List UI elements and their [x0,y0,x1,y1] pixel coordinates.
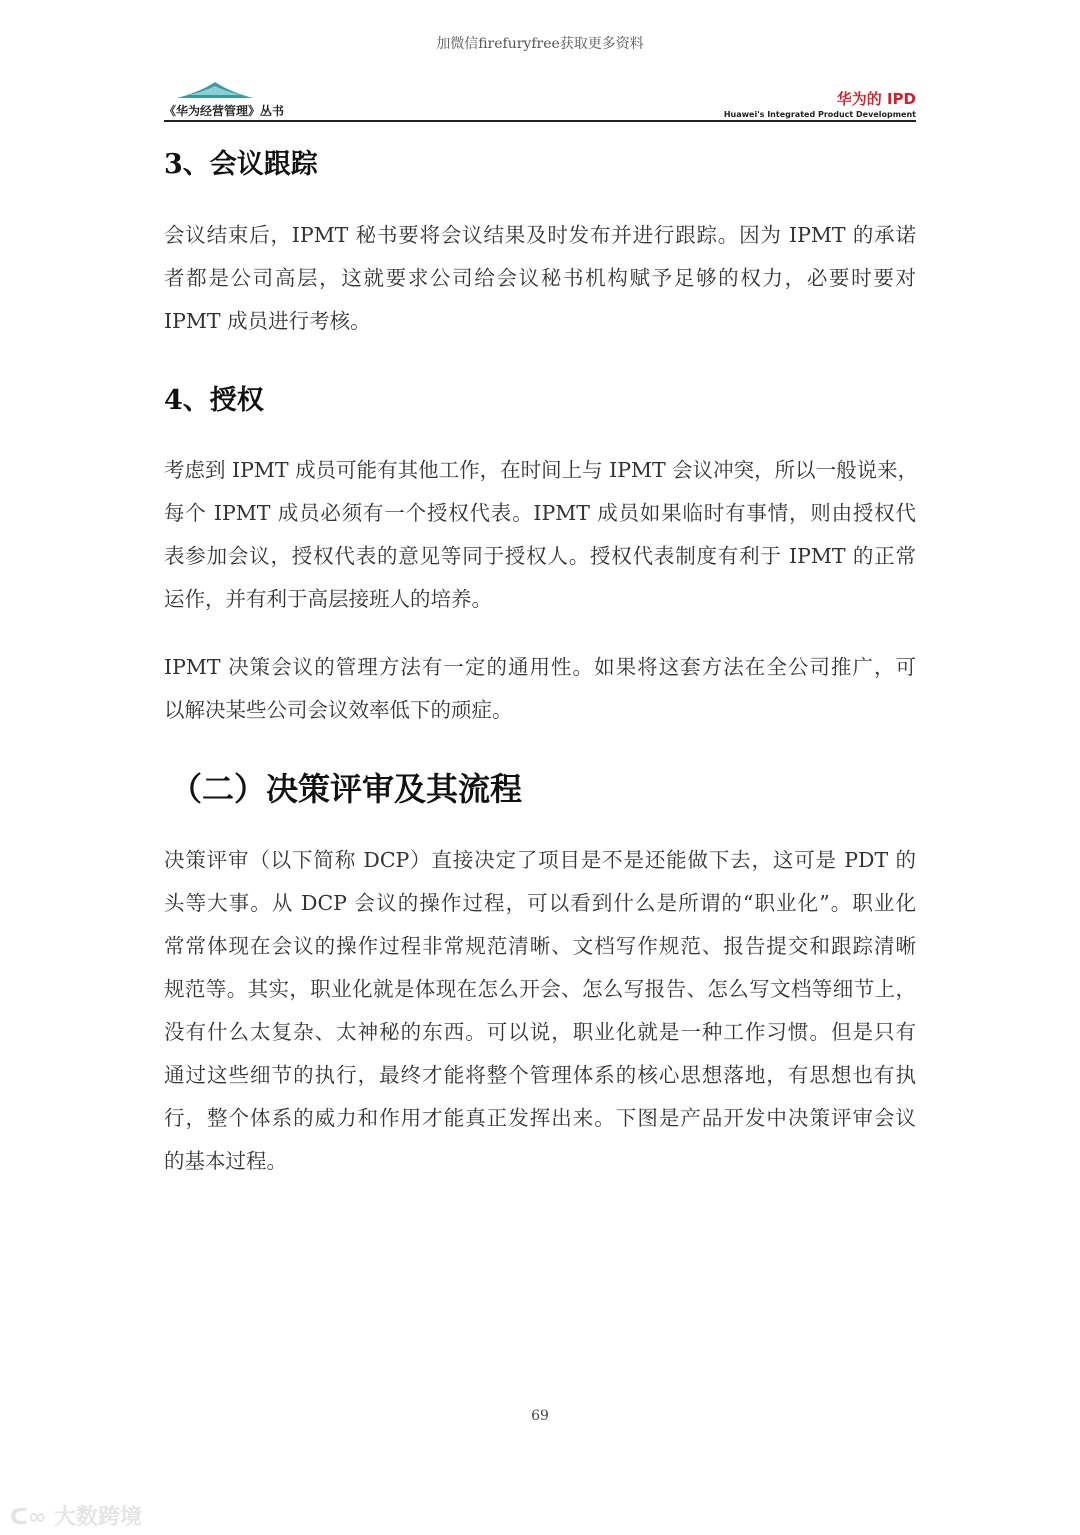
watermark-text: 大数跨境 [53,1505,142,1530]
text-line: 通过这些细节的执行，最终才能将整个管理体系的核心思想落地，有思想也有执 [164,1063,916,1087]
text-line: 的基本过程。 [164,1149,287,1173]
brand [724,88,916,119]
series-title: 《华为经营管理》丛书 [164,104,285,118]
paragraph [164,214,916,343]
top-note: 加微信firefuryfree获取更多资料 [436,36,644,52]
heading-meeting-tracking: 3、会议跟踪 [164,149,318,180]
paragraph [164,646,916,732]
watermark-logo-icon: ᑕ∞ [10,1505,54,1530]
heading-decision-review: （二）决策评审及其流程 [170,770,523,808]
brand-subtitle: Huawei's Integrated Product Development [723,110,916,119]
text-line: 头等大事。从 DCP 会议的操作过程，可以看到什么是所谓的“职业化”。职业化 [164,891,916,915]
text-line: 运作，并有利于高层接班人的培养。 [164,587,492,611]
paragraph [164,449,919,621]
paragraph [164,839,916,1183]
page-number: 69 [531,1408,549,1424]
text-line: 以解决某些公司会议效率低下的顽症。 [164,698,513,722]
header-rule [164,120,916,122]
series-logo-icon [175,80,255,100]
text-line: 规范等。其实，职业化就是体现在怎么开会、怎么写报告、怎么写文档等细节上， [164,977,916,1001]
text-line: IPMT 成员进行考核。 [164,309,371,333]
text-line: 表参加会议，授权代表的意见等同于授权人。授权代表制度有利于 IPMT 的正常 [164,544,916,568]
text-line: 行，整个体系的威力和作用才能真正发挥出来。下图是产品开发中决策评审会议 [164,1106,916,1130]
text-line: 者都是公司高层，这就要求公司给会议秘书机构赋予足够的权力，必要时要对 [164,266,916,290]
text-line: 会议结束后，IPMT 秘书要将会议结果及时发布并进行跟踪。因为 IPMT 的承诺 [164,223,916,247]
heading-authorization: 4、授权 [164,385,264,416]
text-line: 每个 IPMT 成员必须有一个授权代表。IPMT 成员如果临时有事情，则由授权代 [164,501,916,525]
text-line: 常常体现在会议的操作过程非常规范清晰、文档写作规范、报告提交和跟踪清晰 [164,934,916,958]
text-line: 没有什么太复杂、太神秘的东西。可以说，职业化就是一种工作习惯。但是只有 [164,1020,916,1044]
text-line: 决策评审（以下简称 DCP）直接决定了项目是不是还能做下去，这可是 PDT 的 [164,848,916,872]
brand-title: 华为的 IPD [836,90,916,108]
text-line: IPMT 决策会议的管理方法有一定的通用性。如果将这套方法在全公司推广，可 [164,655,916,679]
text-line: 考虑到 IPMT 成员可能有其他工作，在时间上与 IPMT 会议冲突，所以一般说来， [164,458,919,482]
watermark [10,1500,142,1531]
